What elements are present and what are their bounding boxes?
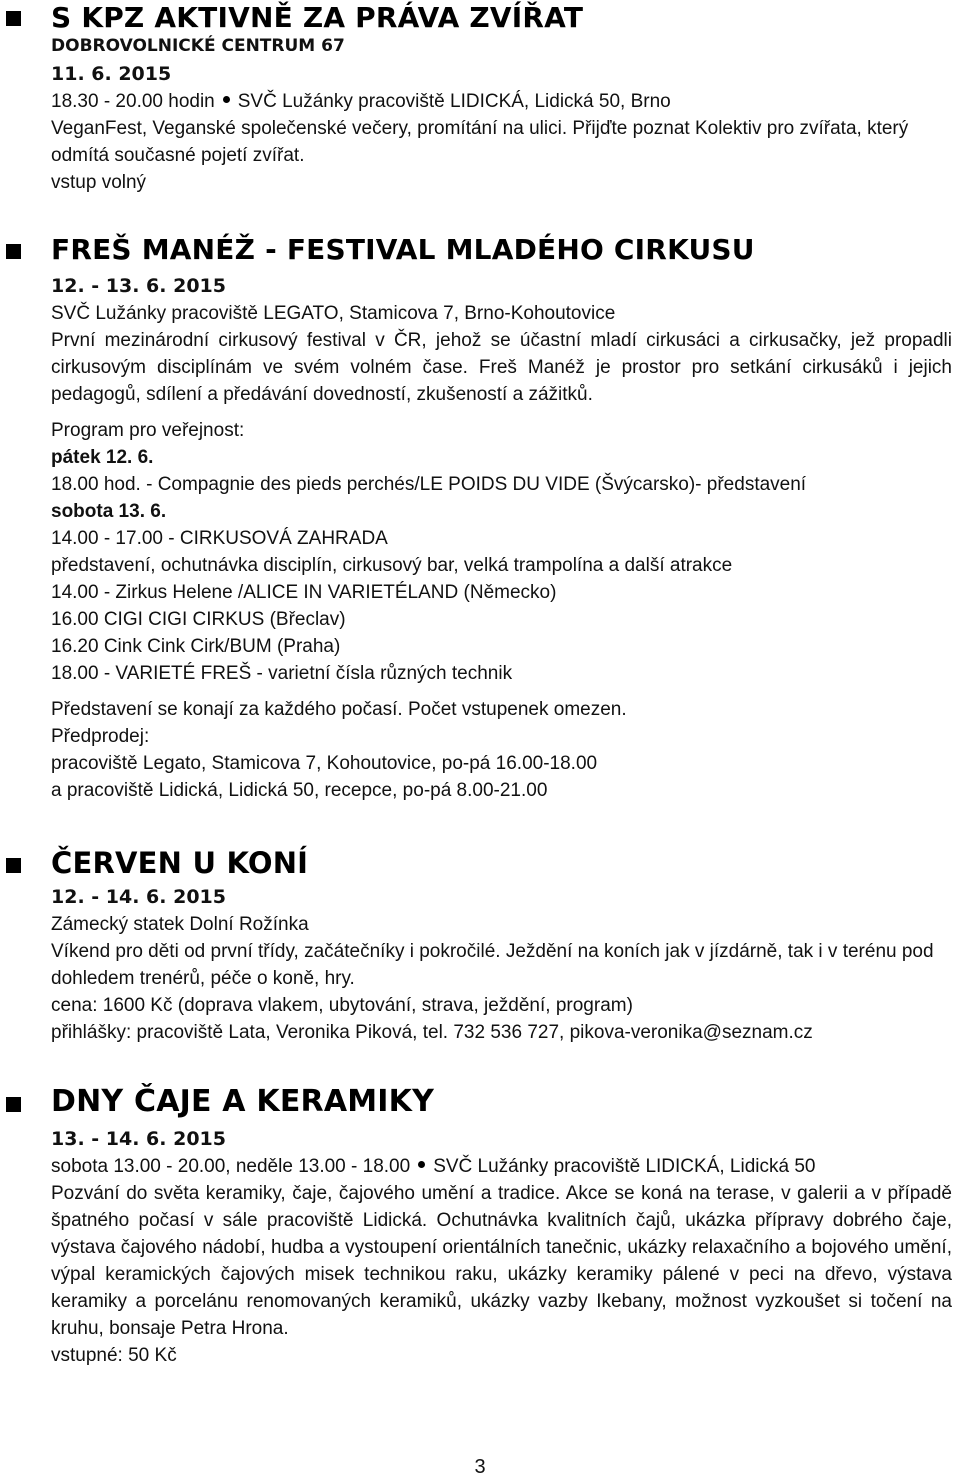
program-item: 18.00 hod. - Compagnie des pieds perchés/LE POIDS DU VIDE (Švýcarsko)- představení (51, 474, 807, 495)
page-number: 3 (474, 1456, 486, 1478)
event-date: 12. - 13. 6. 2015 (51, 275, 226, 297)
presale-line: a pracoviště Lidická, Lidická 50, recepce, po-pá 8.00-21.00 (51, 780, 548, 801)
event-title: ČERVEN U KONÍ (51, 846, 309, 880)
event-title: FREŠ MANÉŽ - FESTIVAL MLADÉHO CIRKUSU (51, 233, 755, 266)
program-item: 16.20 Cink Cink Cirk/BUM (Praha) (51, 636, 341, 657)
program-heading: Program pro veřejnost: (51, 420, 245, 441)
event-date: 12. - 14. 6. 2015 (51, 886, 226, 908)
event-entry: vstupné: 50 Kč (51, 1345, 177, 1366)
program-day-saturday: sobota 13. 6. (51, 501, 167, 522)
event-title: DNY ČAJE A KERAMIKY (51, 1084, 435, 1119)
bullet-icon (6, 858, 21, 873)
event-description: Pozvání do světa keramiky, čaje, čajového umění a tradice. Akce se koná na terase, v galerii a v případě špatného počasí v sále pracoviště Lidická. Ochutnávka kvalitních čajů, ukázka přípravy dobrého čaje, výstava čajového nádobí, hudba a vystoupení orientálních tanečnic, ukázky relaxačního a bojového umění, výpal keramických čajových misek technikou raku, ukázky keramiky pálené v peci na dřevo, výstava keramiky a porcelánu renomovaných keramiků, ukázky vazby Ikebany, možnost vyzkoušet si točení na kruhu, bonsaje Petra Hrona. (51, 1183, 952, 1339)
event-description: První mezinárodní cirkusový festival v ČR, jehož se účastní mladí cirkusáci a cirkusačky, jež propadli cirkusovým disciplínám ve svém volném čase. Freš Manéž je prostor pro setkání cirkusáků i jejich pedagogů, sdílení a předávání dovedností, zkušeností a zážitků. (51, 330, 952, 405)
event-note: Představení se konají za každého počasí. Počet vstupenek omezen. (51, 699, 627, 720)
event-place: SVČ Lužánky pracoviště LIDICKÁ, Lidická 50 (433, 1156, 816, 1177)
event-date: 11. 6. 2015 (51, 63, 172, 85)
program-item: představení, ochutnávka disciplín, cirkusový bar, velká trampolína a další atrakce (51, 555, 733, 576)
event-time: sobota 13.00 - 20.00, neděle 13.00 - 18.00 (51, 1156, 411, 1177)
separator-dot-icon (223, 96, 230, 103)
separator-dot-icon (418, 1161, 425, 1168)
event-time-place (51, 1153, 952, 1180)
event-date: 13. - 14. 6. 2015 (51, 1128, 226, 1150)
program-item: 14.00 - 17.00 - CIRKUSOVÁ ZAHRADA (51, 528, 388, 549)
program-day-friday: pátek 12. 6. (51, 447, 154, 468)
presale-line: pracoviště Legato, Stamicova 7, Kohoutovice, po-pá 16.00-18.00 (51, 753, 598, 774)
bullet-icon (6, 1097, 21, 1112)
presale-heading: Předprodej: (51, 726, 150, 747)
event-organizer: DOBROVOLNICKÉ CENTRUM 67 (51, 36, 345, 56)
event-description: VeganFest, Veganské společenské večery, promítání na ulici. Přijďte poznat Kolektiv pro zvířata, který odmítá současné pojetí zvířat. (51, 118, 909, 166)
event-time: 18.30 - 20.00 hodin (51, 91, 215, 112)
event-time-place (51, 88, 952, 115)
event-entry: vstup volný (51, 172, 147, 193)
bullet-icon (6, 11, 21, 26)
program-item: 16.00 CIGI CIGI CIRKUS (Břeclav) (51, 609, 346, 630)
event-place: Zámecký statek Dolní Rožínka (51, 914, 309, 935)
event-title: S KPZ AKTIVNĚ ZA PRÁVA ZVÍŘAT (51, 1, 584, 34)
bullet-icon (6, 244, 21, 259)
event-price: cena: 1600 Kč (doprava vlakem, ubytování, strava, ježdění, program) (51, 995, 633, 1016)
event-place: SVČ Lužánky pracoviště LEGATO, Stamicova 7, Brno-Kohoutovice (51, 303, 616, 324)
event-place: SVČ Lužánky pracoviště LIDICKÁ, Lidická 50, Brno (237, 91, 671, 112)
event-description: Víkend pro děti od první třídy, začátečníky i pokročilé. Ježdění na koních jak v jízdárně, tak i v terénu pod dohledem trenérů, péče o koně, hry. (51, 941, 934, 989)
program-item: 14.00 - Zirkus Helene /ALICE IN VARIETÉLAND (Německo) (51, 582, 557, 603)
program-item: 18.00 - VARIETÉ FREŠ - varietní čísla různých technik (51, 663, 513, 684)
event-signup: přihlášky: pracoviště Lata, Veronika Piková, tel. 732 536 727, pikova-veronika@seznam.cz (51, 1022, 813, 1043)
